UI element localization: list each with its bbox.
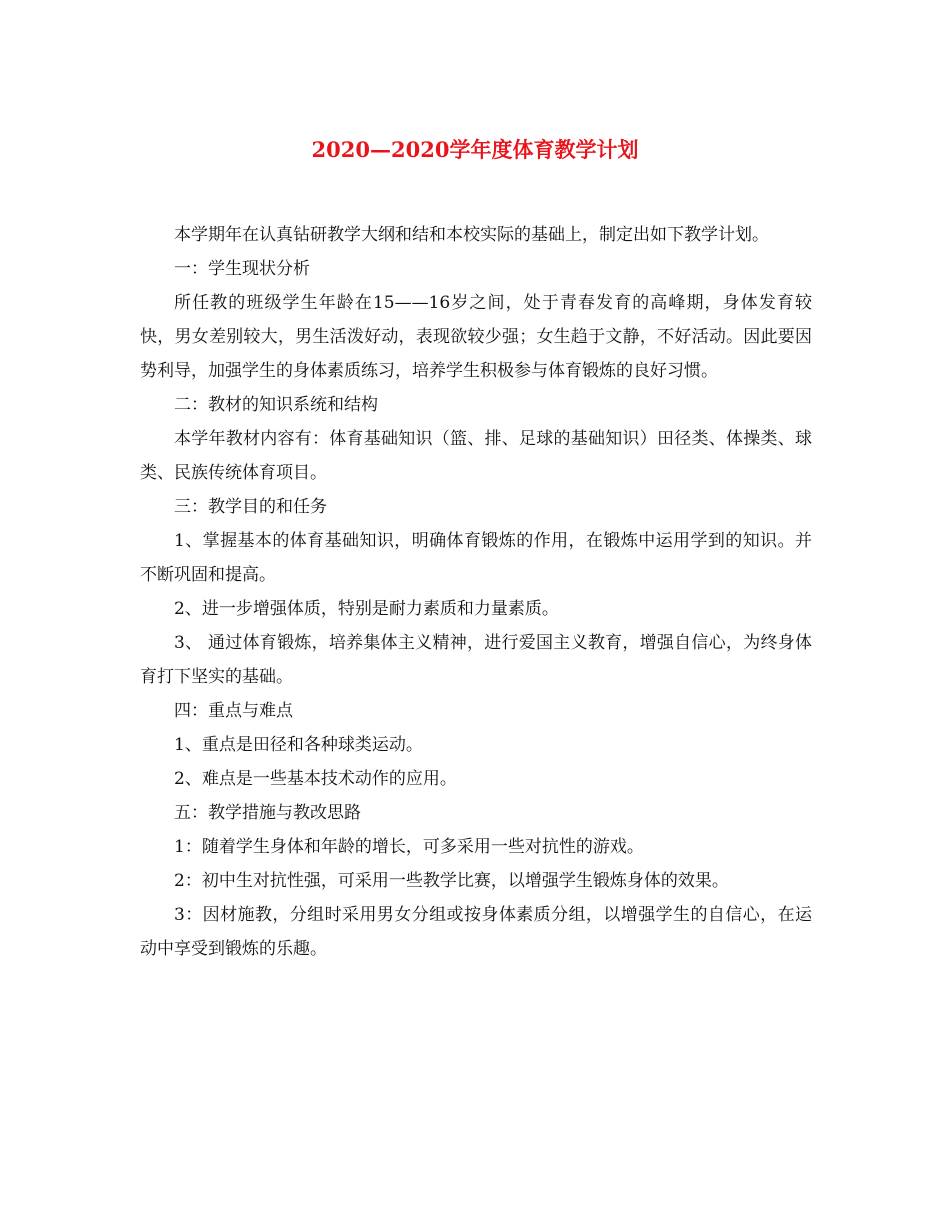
heading-key-points: 四：重点与难点 [174, 701, 293, 721]
document-body [140, 218, 812, 966]
list-item-difficult-point: 2、难点是一些基本技术动作的应用。 [174, 769, 457, 789]
document-title: 2020—2020学年度体育教学计划 [311, 137, 639, 162]
list-item-measure-2: 2：初中生对抗性强，可采用一些教学比赛，以增强学生锻炼身体的效果。 [174, 871, 729, 891]
heading-teaching-measures: 五：教学措施与教改思路 [174, 803, 361, 823]
list-item-goal-3: 3、 通过体育锻炼，培养集体主义精神，进行爱国主义教育，增强自信心，为终身体育打下坚实的基础。 [140, 633, 812, 687]
list-item-measure-1: 1：随着学生身体和年龄的增长，可多采用一些对抗性的游戏。 [174, 837, 644, 857]
heading-student-analysis: 一：学生现状分析 [174, 259, 310, 279]
paragraph-textbook-content: 本学年教材内容有：体育基础知识（篮、排、足球的基础知识）田径类、体操类、球类、民族传统体育项目。 [140, 429, 812, 483]
list-item-goal-1: 1、掌握基本的体育基础知识，明确体育锻炼的作用，在锻炼中运用学到的知识。并不断巩固和提高。 [140, 531, 812, 585]
paragraph-intro: 本学期年在认真钻研教学大纲和结和本校实际的基础上，制定出如下教学计划。 [174, 225, 769, 245]
list-item-goal-2: 2、进一步增强体质，特别是耐力素质和力量素质。 [174, 599, 559, 619]
list-item-measure-3: 3：因材施教，分组时采用男女分组或按身体素质分组，以增强学生的自信心，在运动中享受到锻炼的乐趣。 [140, 905, 812, 959]
heading-textbook-structure: 二：教材的知识系统和结构 [174, 395, 378, 415]
list-item-key-point: 1、重点是田径和各种球类运动。 [174, 735, 423, 755]
heading-teaching-goals: 三：教学目的和任务 [174, 497, 327, 517]
paragraph-student-analysis: 所任教的班级学生年龄在15——16岁之间，处于青春发育的高峰期，身体发育较快，男女差别较大，男生活泼好动，表现欲较少强；女生趋于文静，不好活动。因此要因势利导，加强学生的身体素质练习，培养学生积极参与体育锻炼的良好习惯。 [140, 293, 812, 381]
